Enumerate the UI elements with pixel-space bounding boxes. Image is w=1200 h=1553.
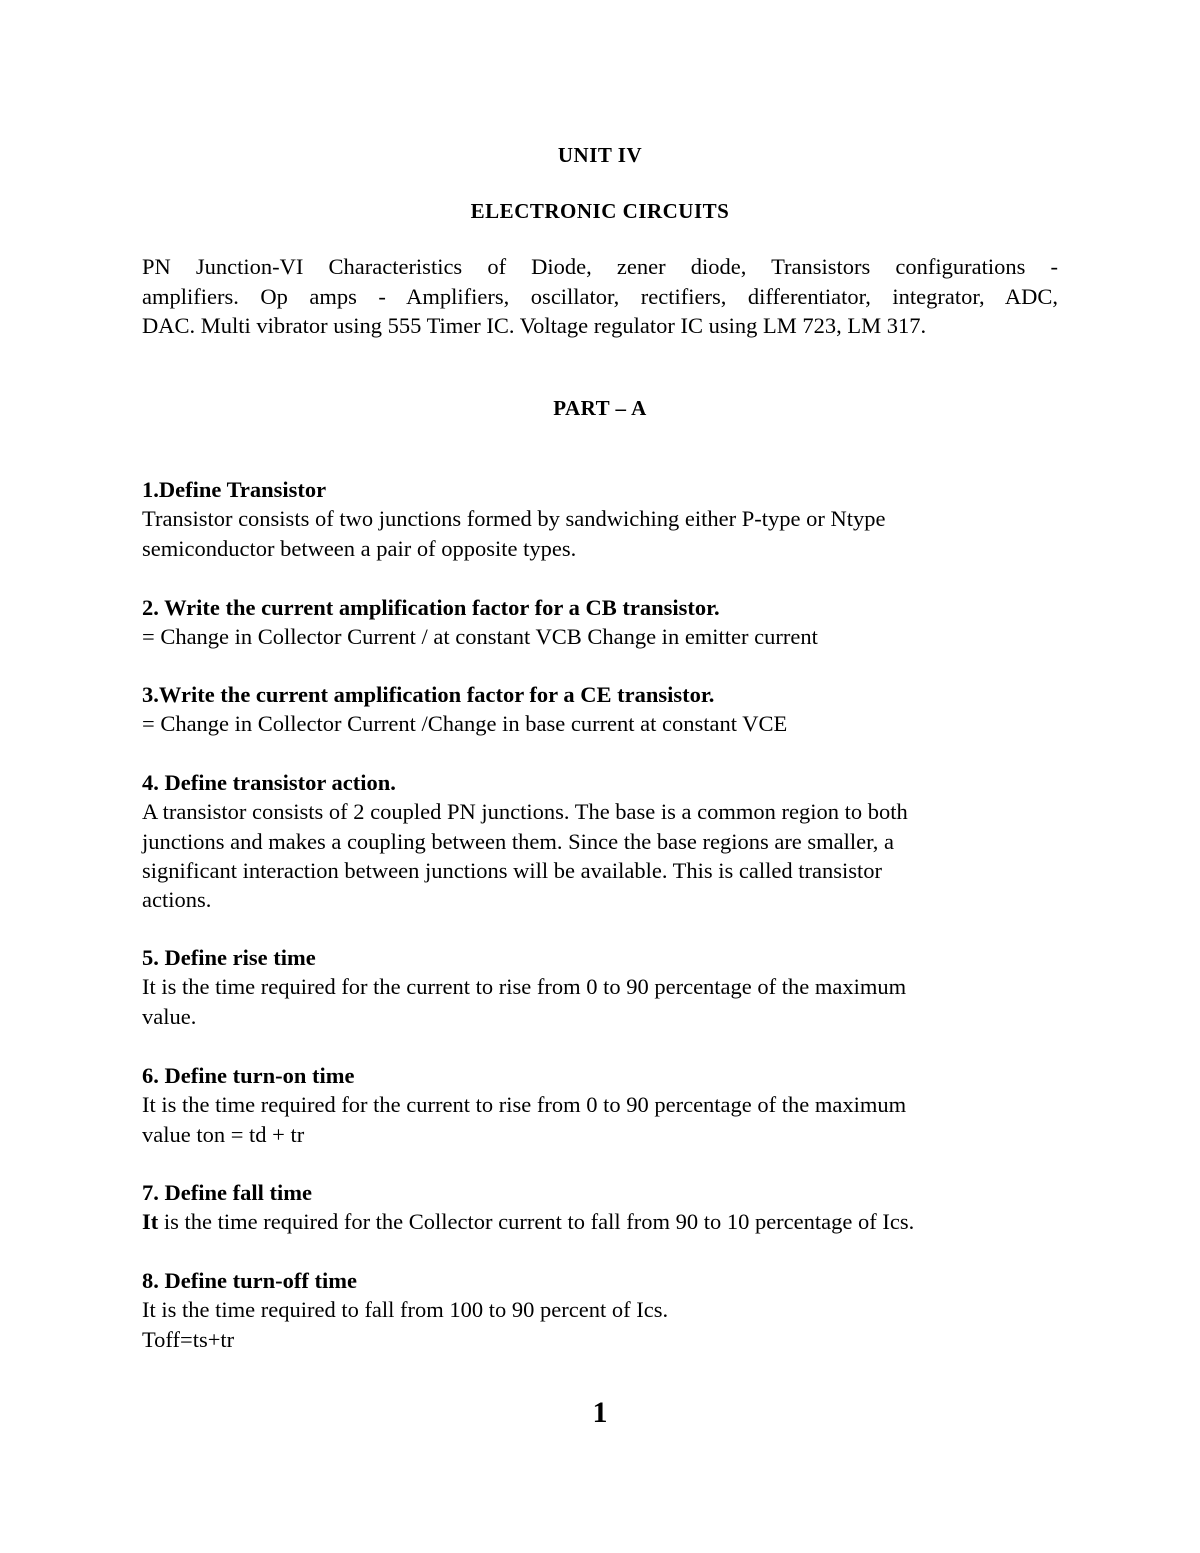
page-number: 1	[592, 1396, 608, 1429]
question-block	[142, 1178, 1062, 1237]
answer-line: Toff=ts+tr	[142, 1326, 235, 1352]
syllabus-line: amplifiers. Op amps - Amplifiers, oscillator, rectifiers, differentiator, integrator, ADC,	[142, 283, 1058, 309]
question-block	[142, 475, 1062, 563]
question-heading: 4. Define transistor action.	[142, 770, 396, 795]
answer-line: It is the time required to fall from 100 to 90 percent of Ics.	[142, 1297, 669, 1323]
question-block	[142, 593, 1062, 652]
answer-line: value ton = td + tr	[142, 1121, 305, 1147]
answer-line: junctions and makes a coupling between them. Since the base regions are smaller, a	[142, 828, 894, 854]
answer-line: Transistor consists of two junctions formed by sandwiching either P-type or Ntype	[142, 506, 886, 532]
syllabus-line: PN Junction-VI Characteristics of Diode, zener diode, Transistors configurations -	[142, 254, 1058, 279]
question-block	[142, 768, 1062, 914]
answer-line: It is the time required for the current to rise from 0 to 90 percentage of the maximum	[142, 974, 907, 1000]
syllabus-line: DAC. Multi vibrator using 555 Timer IC. Voltage regulator IC using LM 723, LM 317.	[142, 313, 927, 338]
question-heading: 5. Define rise time	[142, 945, 316, 970]
syllabus-paragraph	[142, 252, 1058, 341]
answer-bold-lead: It	[142, 1209, 159, 1235]
answer-line: significant interaction between junctions will be available. This is called transistor	[142, 857, 883, 883]
unit-title: UNIT IV	[557, 143, 643, 167]
answer-line: value.	[142, 1003, 197, 1029]
question-heading: 6. Define turn-on time	[142, 1063, 355, 1088]
answer-line: It is the time required for the current to rise from 0 to 90 percentage of the maximum	[142, 1092, 907, 1118]
answer-line: semiconductor between a pair of opposite types.	[142, 535, 577, 561]
question-block	[142, 680, 1062, 739]
part-title: PART – A	[553, 396, 647, 420]
answer-line: actions.	[142, 887, 212, 913]
question-block	[142, 943, 1062, 1031]
question-block	[142, 1266, 1062, 1354]
subject-title: ELECTRONIC CIRCUITS	[470, 199, 730, 223]
answer-line: = Change in Collector Current / at constant VCB Change in emitter current	[142, 624, 818, 650]
question-heading: 8. Define turn-off time	[142, 1268, 357, 1293]
answer-line: A transistor consists of 2 coupled PN junctions. The base is a common region to both	[142, 799, 908, 825]
question-heading: 7. Define fall time	[142, 1180, 312, 1205]
answer-line: = Change in Collector Current /Change in base current at constant VCE	[142, 711, 788, 737]
question-block	[142, 1061, 1062, 1149]
question-heading: 2. Write the current amplification factor for a CB transistor.	[142, 595, 720, 620]
question-heading: 1.Define Transistor	[142, 477, 327, 502]
answer-line	[142, 1207, 1062, 1236]
question-heading: 3.Write the current amplification factor for a CE transistor.	[142, 682, 715, 707]
answer-rest: is the time required for the Collector current to fall from 90 to 10 percentage of Ics.	[158, 1209, 915, 1235]
